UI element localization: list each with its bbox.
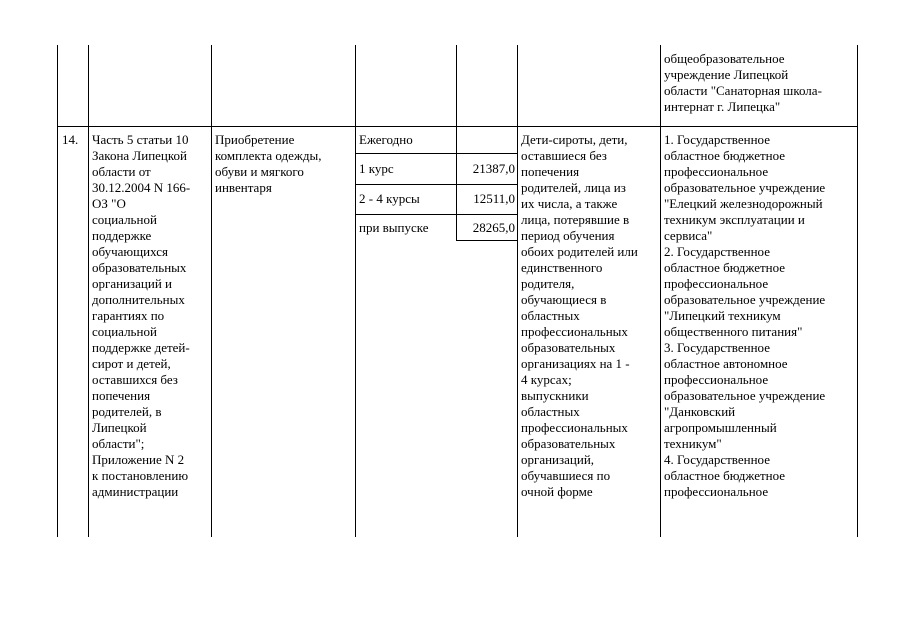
sub-row-divider bbox=[355, 214, 517, 215]
amount-label-courses-2-4: 2 - 4 курсы bbox=[359, 191, 420, 206]
table-border-right bbox=[857, 45, 858, 537]
sub-row-divider bbox=[355, 153, 517, 154]
amount-value-graduation: 28265,0 bbox=[472, 220, 515, 235]
table-column-divider bbox=[660, 45, 661, 537]
institutions-text: 1. Государственное областное бюджетное профессиональное образовательное учреждение "Елецкий железнодорожный техникум эксплуатации и сервиса" 2. Государственное областное бюджетное профессиональное образовательное учреждение "Липецкий техникум общественного питания" 3. Государственное областное автономное профессиональное образовательное учреждение "Данковский агропромышленный техникум" 4. Государственное областное бюджетное профессиональное bbox=[664, 132, 826, 499]
row-number: 14. bbox=[62, 132, 79, 147]
recipients-text: Дети-сироты, дети, оставшиеся без попечения родителей, лица из их числа, а также лица, потерявшие в период обучения обоих родителей или единственного родителя, обучающиеся в областных профессиональных образовательных организациях на 1 - 4 курсах; выпускники областных профессиональных образовательных организаций, обучавшиеся по очной форме bbox=[521, 132, 638, 499]
amount-label-graduation: при выпуске bbox=[359, 220, 429, 235]
row-divider bbox=[57, 126, 858, 127]
table-column-divider bbox=[456, 45, 457, 240]
amount-label-course-1: 1 курс bbox=[359, 161, 394, 176]
table-column-divider bbox=[88, 45, 89, 537]
periodicity-text: Ежегодно bbox=[359, 132, 413, 147]
table-column-divider bbox=[211, 45, 212, 537]
table-border-left bbox=[57, 45, 58, 537]
table-column-divider bbox=[355, 45, 356, 537]
sub-row-divider bbox=[355, 184, 517, 185]
amount-value-course-1: 21387,0 bbox=[472, 161, 515, 176]
sub-row-divider bbox=[456, 240, 517, 241]
legal-basis-text: Часть 5 статьи 10 Закона Липецкой области от 30.12.2004 N 166- ОЗ "О социальной поддержке обучающихся образовательных организаций и дополнительных гарантиях по социальной поддержке детей- сирот и детей, оставшихся без попечения родителей, в Липецкой области"; Приложение N 2 к постановлению администрации bbox=[92, 132, 191, 499]
table-column-divider bbox=[517, 45, 518, 537]
measure-text: Приобретение комплекта одежды, обуви и мягкого инвентаря bbox=[215, 132, 322, 195]
prev-row-institution-text: общеобразовательное учреждение Липецкой области "Санаторная школа- интернат г. Липецка" bbox=[664, 51, 822, 114]
amount-value-courses-2-4: 12511,0 bbox=[473, 191, 515, 206]
